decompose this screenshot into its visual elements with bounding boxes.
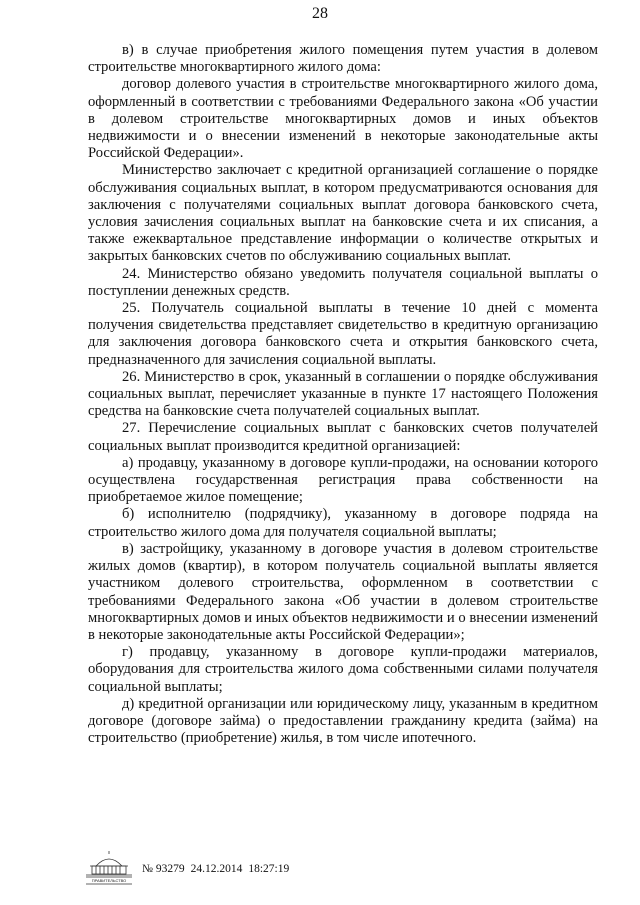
paragraph-0: в) в случае приобретения жилого помещения путем участия в долевом строительстве многоквартирного жилого дома:	[88, 42, 598, 76]
stamp-caption: ПРАВИТЕЛЬСТВО	[91, 878, 127, 883]
paragraph-3: 24. Министерство обязано уведомить получателя социальной выплаты о поступлении денежных средств.	[88, 265, 598, 299]
paragraph-5: 26. Министерство в срок, указанный в соглашении о порядке обслуживания социальных выплат, перечисляет указанные в пункте 17 настоящего Положения средства на банковские счета получателей социальных выплат.	[88, 368, 598, 420]
paragraph-2: Министерство заключает с кредитной организацией соглашение о порядке обслуживания социальных выплат, в котором предусматриваются основания для заключения с получателями социальных выплат договора банковского счета, условия зачисления социальных выплат на банковские счета и их списания, а также ежеквартальное представление информации о количестве открытых и закрытых банковских счетов по обслуживанию социальных выплат.	[88, 162, 598, 265]
paragraph-7: а) продавцу, указанному в договоре купли-продажи, на основании которого осуществлена государственная регистрация права собственности на приобретаемое жилое помещение;	[88, 454, 598, 506]
government-building-stamp-icon	[82, 850, 136, 886]
page-number: 28	[312, 5, 328, 22]
paragraph-1: договор долевого участия в строительстве многоквартирного жилого дома, оформленный в соответствии с требованиями Федерального закона «Об участии в долевом строительстве многоквартирных домов и иных объектов недвижимости и о внесении изменений в некоторые законодательные акты Российской Федерации».	[88, 76, 598, 162]
paragraph-9: в) застройщику, указанному в договоре участия в долевом строительстве жилых домов (квартир), в котором получатель социальной выплаты является участником долевого строительства, оформленном в соответствии с требованиями Федерального закона «Об участии в долевом строительстве многоквартирных домов и иных объектов недвижимости и о внесении изменений в некоторые законодательные акты Российской Федерации»;	[88, 540, 598, 643]
registration-date: 24.12.2014	[190, 863, 243, 875]
paragraph-6: 27. Перечисление социальных выплат с банковских счетов получателей социальных выплат производится кредитной организацией:	[88, 420, 598, 454]
paragraph-11: д) кредитной организации или юридическому лицу, указанным в кредитном договоре (договоре займа) о предоставлении гражданину кредита (займа) на строительство (приобретение) жилья, в том числе ипотечного.	[88, 695, 598, 747]
footer	[82, 850, 382, 890]
document-body	[88, 42, 598, 747]
registration-stamp	[142, 862, 295, 876]
paragraph-10: г) продавцу, указанному в договоре купли-продажи материалов, оборудования для строительства жилого дома собственными силами получателя социальной выплаты;	[88, 644, 598, 695]
paragraph-8: б) исполнителю (подрядчику), указанному в договоре подряда на строительство жилого дома для получателя социальной выплаты;	[88, 506, 598, 540]
document-number: № 93279	[142, 863, 185, 875]
paragraph-4: 25. Получатель социальной выплаты в течение 10 дней с момента получения свидетельства представляет свидетельство в кредитную организацию для заключения договора банковского счета и открытия банковского счета, предназначенного для зачисления социальной выплаты.	[88, 300, 598, 368]
registration-time: 18:27:19	[248, 863, 290, 875]
